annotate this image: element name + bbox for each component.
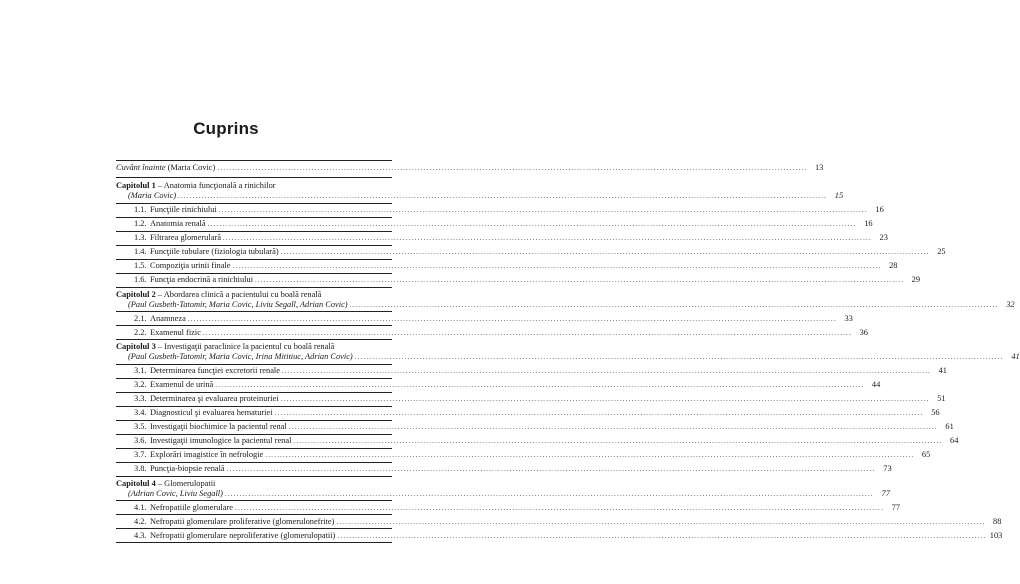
chapter-heading [116,181,392,191]
chapter-authors-line [116,352,1020,362]
toc-section [116,407,940,419]
section-number: 3.2. [134,380,147,389]
toc-section [116,515,1002,527]
toc-section [116,246,946,258]
page-number: 16 [875,205,884,214]
leader-dots: ............................................................................................................................................................................................................................ [281,367,931,375]
section-text [134,219,206,229]
section-text [134,328,201,338]
section-title: Determinarea şi evaluarea proteinuriei [150,394,279,403]
toc-section [116,529,1003,541]
section-number: 4.2. [134,516,147,526]
page-number: 56 [931,408,940,417]
section-text [134,275,253,285]
page-number: 13 [814,163,824,172]
toc-section [116,421,954,433]
section-text [134,314,186,324]
chapter-authors: (Paul Gusbeth-Tatomir, Maria Covic, Irina Mititiuc, Adrian Covic) [128,352,353,361]
chapter-label: Capitolul 4 [116,478,156,488]
leader-dots: ............................................................................................................................................................................................................................ [235,503,885,512]
section-number: 4.3. [134,530,147,540]
leader-dots: ............................................................................................................................................................................................................................ [255,276,905,284]
chapter-separator: – [155,289,164,299]
section-text [134,450,263,460]
chapter-authors-line [116,488,890,499]
preface-label: Cuvânt înainte (Maria Covic) [116,163,216,172]
page-number: 28 [889,261,898,270]
leader-dots: ............................................................................................................................................................................................................................ [218,206,868,214]
chapter-separator: – [155,342,165,351]
section-text [134,366,280,376]
page-number: 15 [834,191,844,200]
section-title: Funcţiile tubulare (fiziologia tubulară) [150,247,279,256]
toc-section [116,204,884,216]
section-number: 3.1. [134,366,147,375]
page-number: 77 [881,488,890,498]
leader-dots: ............................................................................................................................................................................................................................ [280,395,930,403]
page-number: 77 [891,502,901,512]
toc-preface [116,161,824,174]
chapter-title: Anatomia funcţională a rinichilor [163,181,276,190]
chapter-authors-line [116,299,1015,310]
leader-dots: ............................................................................................................................................................................................................................ [274,409,924,417]
section-title: Determinarea funcţiei excretorii renale [150,366,280,375]
section-number: 3.4. [134,408,147,417]
leader-dots: ............................................................................................................................................................................................................................ [202,328,852,337]
chapter-authors: (Maria Covic) [128,191,177,200]
chapter-separator: – [155,181,164,190]
section-title: Explorări imagistice în nefrologie [150,450,264,459]
page-number: 103 [989,530,1003,540]
leader-dots: ............................................................................................................................................................................................................................ [288,423,938,431]
section-title: Nefropatii glomerulare neproliferative (glomerulopatii) [150,530,336,540]
section-title: Investigaţii biochimice la pacientul renal [150,422,287,431]
section-number: 2.2. [134,327,147,337]
section-number: 1.2. [134,219,147,228]
section-title: Investigaţii imunologice la pacientul renal [150,436,292,445]
leader-dots: ............................................................................................................................................................................................................................ [349,300,999,309]
page-number: 65 [921,450,931,459]
leader-dots: ............................................................................................................................................................................................................................ [293,437,943,445]
section-text [134,464,225,474]
section-text [134,205,217,215]
chapter-title: Abordarea clinică a pacientului cu boală renală [163,289,322,299]
section-title: Funcţia endocrină a rinichiului [150,275,254,284]
section-title: Anatomia renală [150,219,206,228]
section-number: 4.1. [134,502,147,512]
toc-section [116,232,888,244]
toc-chapter [116,178,946,288]
section-text [134,517,334,527]
section-number: 3.7. [134,450,147,459]
leader-dots: ............................................................................................................................................................................................................................ [336,517,986,526]
section-title: Puncţia-biopsie renală [150,464,225,473]
chapter-label: Capitolul 3 [116,342,156,351]
section-title: Anamneza [150,313,186,323]
section-text [134,531,335,541]
section-title: Filtrarea glomerulară [150,233,221,242]
section-number: 1.1. [134,205,147,214]
section-text [134,422,287,432]
table-of-contents [116,160,1020,543]
page-number: 41 [938,366,947,375]
section-text [134,233,221,243]
section-title: Examenul de urină [150,380,214,389]
section-text [134,503,233,513]
section-title: Examenul fizic [150,327,201,337]
chapter-heading [116,342,392,352]
section-number: 1.6. [134,275,147,284]
section-text [134,408,273,418]
page-number: 64 [950,436,959,445]
leader-dots: ............................................................................................................................................................................................................................ [187,314,837,323]
toc-section [116,393,946,405]
chapter-heading [116,479,392,489]
leader-dots: ............................................................................................................................................................................................................................ [178,192,828,200]
leader-dots: ............................................................................................................................................................................................................................ [226,465,876,473]
toc-section [116,501,901,513]
section-number: 3.6. [134,436,147,445]
section-number: 1.4. [134,247,147,256]
toc-section [116,326,868,338]
toc-section [116,463,892,475]
chapter-authors: (Adrian Covic, Liviu Segall) [128,488,223,498]
section-text [134,436,291,446]
section-number: 3.3. [134,394,147,403]
leader-dots: ............................................................................................................................................................................................................................ [354,353,1004,361]
toc-section [116,274,921,286]
section-number: 3.5. [134,422,147,431]
toc-chapter [116,288,1015,341]
page-number: 44 [871,380,881,389]
chapter-authors-line [116,191,844,201]
page-number: 88 [993,516,1002,526]
leader-dots: ............................................................................................................................................................................................................................ [280,248,930,256]
section-title: Nefropatiile glomerulare [150,502,234,512]
page-number: 25 [937,247,946,256]
page-number: 16 [864,219,873,228]
toc-section [116,365,947,377]
toc-section [116,260,898,272]
leader-dots: ............................................................................................................................................................................................................................ [265,451,915,459]
section-text [134,261,230,271]
chapter-title: Investigaţii paraclinice la pacientul cu boală renală [164,342,335,351]
toc-section [116,218,873,230]
page-number: 29 [911,275,921,284]
section-text [134,394,279,404]
leader-dots: ............................................................................................................................................................................................................................ [222,234,872,242]
section-number: 1.3. [134,233,147,242]
leader-dots: ............................................................................................................................................................................................................................ [232,262,882,270]
section-title: Funcţiile rinichiului [150,205,217,214]
toc-section [116,435,959,447]
leader-dots: ........................................................................................................................................................................................................ [217,164,808,172]
section-number: 3.8. [134,464,147,473]
toc-section [116,449,931,461]
page-number: 23 [879,233,888,242]
section-number: 2.1. [134,313,147,323]
section-title: Diagnosticul şi evaluarea hematuriei [150,408,273,417]
divider [116,542,392,543]
page-number: 33 [844,313,853,323]
leader-dots: ............................................................................................................................................................................................................................ [207,220,857,228]
page-number: 61 [945,422,954,431]
page-title: Cuprins [193,119,259,138]
page-number: 32 [1006,299,1015,309]
toc-chapter [116,340,1020,477]
section-title: Compoziţia urinii finale [150,261,231,270]
page-number: 51 [937,394,946,403]
toc-section [116,379,881,391]
section-number: 1.5. [134,261,147,270]
chapter-label: Capitolul 1 [116,181,156,190]
leader-dots: ............................................................................................................................................................................................................................ [337,531,987,540]
section-title: Nefropatii glomerulare proliferative (glomerulonefrite) [150,516,335,526]
section-text [134,380,213,390]
page-number: 41 [1011,352,1020,361]
chapter-authors: (Paul Gusbeth-Tatomir, Maria Covic, Liviu Segall, Adrian Covic) [128,299,348,309]
toc-section [116,312,853,324]
leader-dots: ............................................................................................................................................................................................................................ [224,489,874,498]
chapter-separator: – [155,478,165,488]
leader-dots: ............................................................................................................................................................................................................................ [215,381,865,389]
chapter-title: Glomerulopatii [164,478,216,488]
section-text [134,247,279,257]
toc-chapter [116,477,1003,544]
page-number: 36 [859,327,868,337]
chapter-heading [116,290,392,300]
chapter-label: Capitolul 2 [116,289,156,299]
page-number: 73 [883,464,892,473]
